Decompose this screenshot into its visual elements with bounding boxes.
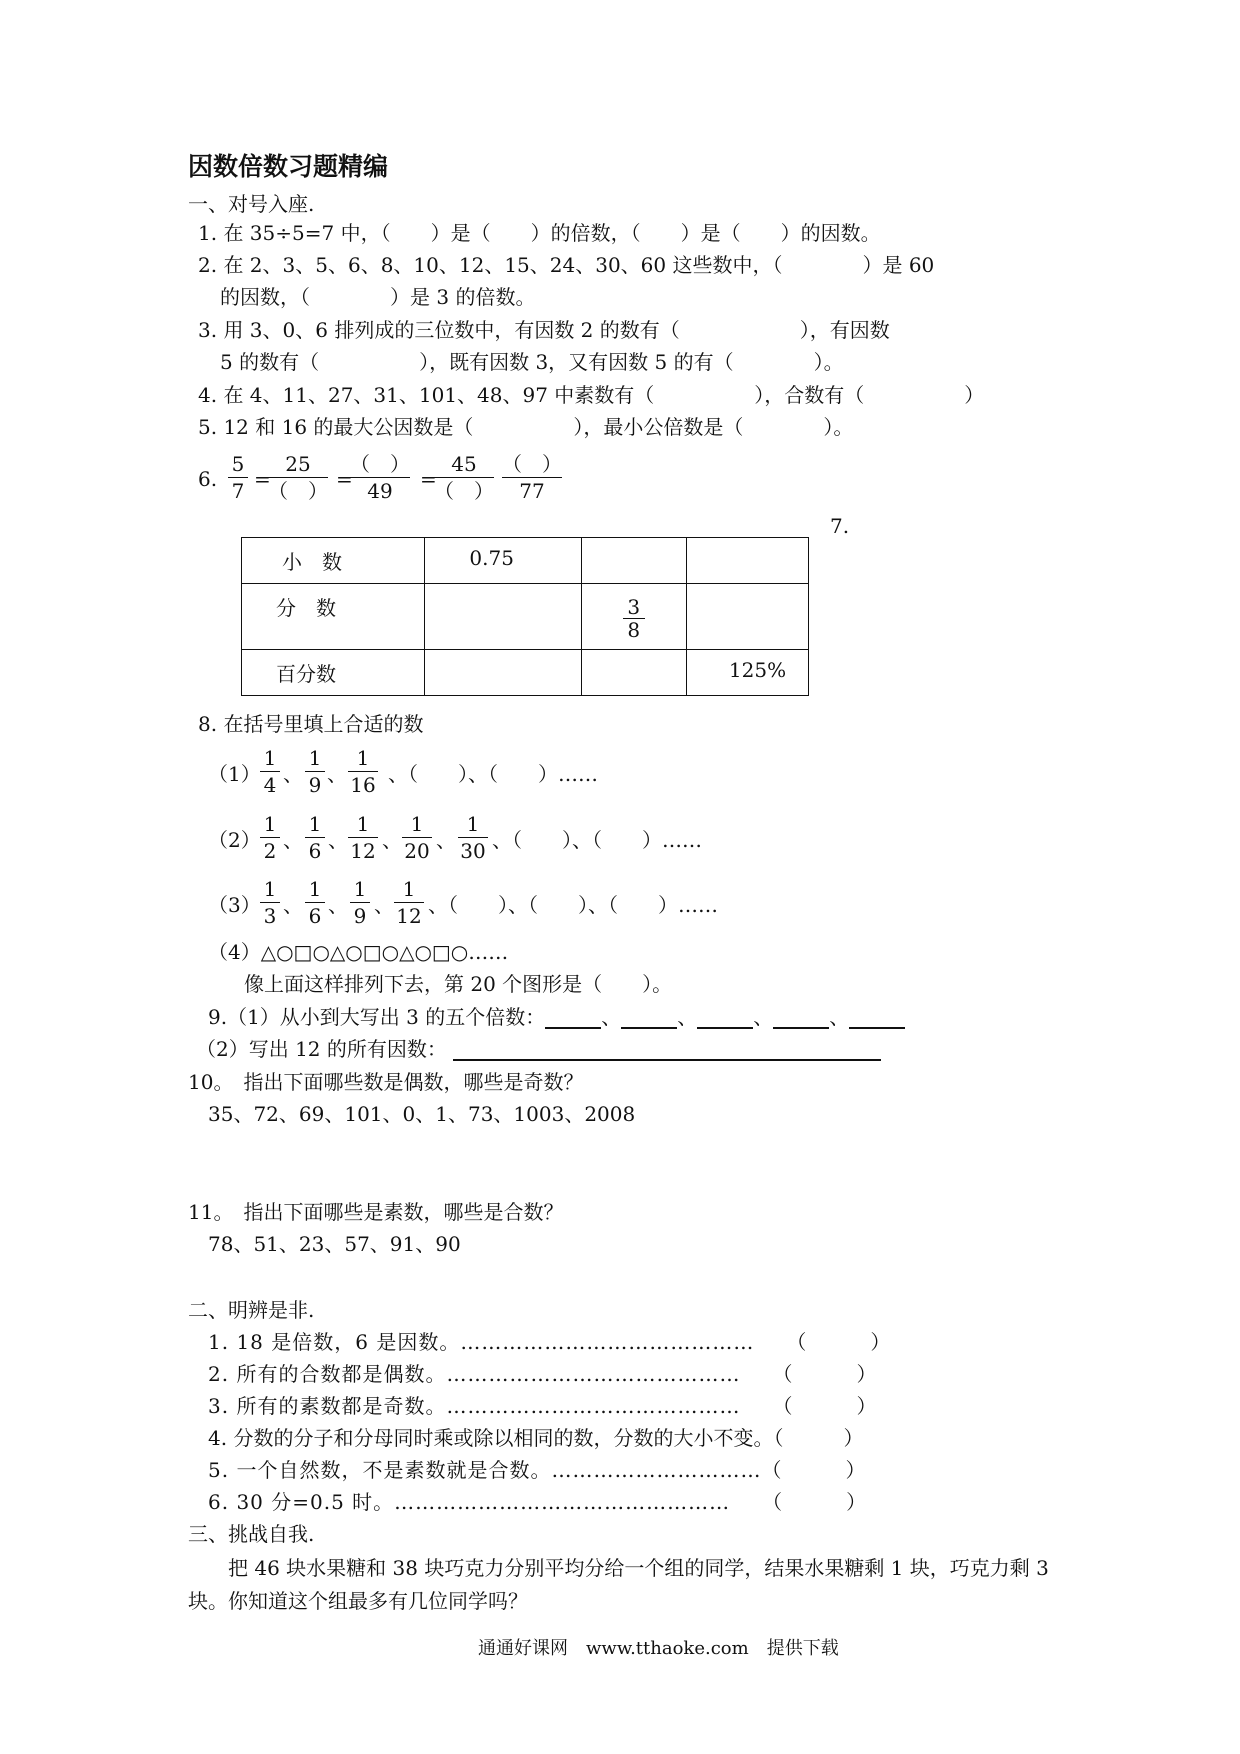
q8-1-tail: 、（ ）、（ ）…… [388,762,598,786]
section-1-heading: 一、对号入座. [188,192,315,216]
question-2-line-2: 的因数，（ ）是 3 的倍数。 [220,285,536,309]
q8-3-fraction: 1 3 [260,877,280,928]
cell-decimal-1: 0.75 [425,538,581,584]
page-title: 因数倍数习题精编 [188,152,389,181]
q6-equals-3: = [420,467,437,491]
question-10: 10。 指出下面哪些数是偶数，哪些是奇数？ [188,1070,584,1094]
conversion-table [241,537,809,696]
separator: 、 [374,893,394,917]
separator: 、 [283,893,303,917]
row-header-percent: 百分数 [242,650,425,696]
row-header-decimal: 小 数 [242,538,425,584]
q8-part-2-label: （2） [208,828,261,852]
separator: 、 [283,828,303,852]
table-row [242,650,809,696]
question-11-numbers: 78、51、23、57、91、90 [208,1232,461,1256]
true-false-6: 6. 30 分=0.5 时。………………………………………… （ ） [208,1490,868,1514]
q8-3-tail: 、（ ）、（ ）、（ ）…… [428,893,718,917]
q6-fraction-4: 45 （ ） [434,452,494,503]
answer-line[interactable] [453,1037,881,1061]
separator: 、 [327,762,347,786]
question-3-line-2: 5 的数有（ ），既有因数 3，又有因数 5 的有（ ）。 [220,350,844,374]
q6-fraction-2: 25 （ ） [268,452,328,503]
question-8-title: 8. 在括号里填上合适的数 [198,712,424,736]
question-9-part-2: （2）写出 12 的所有因数： [196,1037,881,1061]
question-5: 5. 12 和 16 的最大公因数是（ ），最小公倍数是（ ）。 [198,415,854,439]
answer-blank[interactable] [545,1005,601,1029]
separator: 、 [436,828,456,852]
cell-percent-3: 125% [686,650,808,696]
q8-2-fraction: 1 30 [458,812,488,863]
q8-1-fraction: 1 16 [348,746,378,797]
true-false-2: 2. 所有的合数都是偶数。…………………………………… （ ） [208,1362,878,1386]
answer-blank[interactable] [621,1005,677,1029]
q8-part-4-question: 像上面这样排列下去，第 20 个图形是（ ）。 [244,972,673,996]
q6-equals-2: = [336,467,353,491]
true-false-4: 4. 分数的分子和分母同时乘或除以相同的数，分数的大小不变。（ ） [208,1426,864,1450]
footer-credit: 通通好课网 www.tthaoke.com 提供下载 [478,1638,839,1659]
cell-fraction-2 [581,584,686,650]
challenge-text-line-1: 把 46 块水果糖和 38 块巧克力分别平均分给一个组的同学，结果水果糖剩 1 块，巧克力剩 3 [228,1556,1049,1580]
q8-2-fraction: 1 12 [348,812,378,863]
separator: 、 [328,893,348,917]
question-3-line-1: 3. 用 3、0、6 排列成的三位数中，有因数 2 的数有（ ），有因数 [198,318,890,342]
answer-blank[interactable] [697,1005,753,1029]
cell-percent-2 [581,650,686,696]
question-4: 4. 在 4、11、27、31、101、48、97 中素数有（ ），合数有（ ） [198,383,985,407]
q8-2-fraction: 1 20 [402,812,432,863]
q8-3-fraction: 1 6 [305,877,325,928]
challenge-text-line-2: 块。你知道这个组最多有几位同学吗？ [188,1589,528,1613]
q8-part-4-sequence: （4）△○□○△○□○△○□○…… [208,940,509,964]
cell-decimal-2 [581,538,686,584]
separator: 、 [283,762,303,786]
question-10-numbers: 35、72、69、101、0、1、73、1003、2008 [208,1102,636,1126]
question-1: 1. 在 35÷5=7 中，（ ）是（ ）的倍数，（ ）是（ ）的因数。 [198,221,881,245]
q8-3-fraction: 1 12 [394,877,424,928]
question-9-part-1: 9.（1）从小到大写出 3 的五个倍数： 、 、 、 、 [208,1005,905,1029]
q8-2-tail: 、（ ）、（ ）…… [492,828,702,852]
question-6-label: 6. [198,467,218,491]
q8-2-fraction: 1 2 [260,812,280,863]
cell-percent-1 [425,650,581,696]
q6-fraction-3: （ ） 49 [350,452,410,503]
q6-fraction-1: 5 7 [228,452,248,503]
row-header-fraction: 分 数 [242,584,425,650]
q8-3-fraction: 1 9 [350,877,370,928]
q8-1-fraction: 1 4 [260,746,280,797]
separator: 、 [328,828,348,852]
true-false-3: 3. 所有的素数都是奇数。…………………………………… （ ） [208,1394,878,1418]
question-11: 11。 指出下面哪些是素数，哪些是合数？ [188,1200,564,1224]
cell-fraction-3 [686,584,808,650]
q8-part-3-label: （3） [208,893,261,917]
answer-blank[interactable] [849,1005,905,1029]
true-false-1: 1. 18 是倍数，6 是因数。…………………………………… （ ） [208,1330,892,1354]
section-2-heading: 二、明辨是非. [188,1298,315,1322]
question-7-label: 7. [830,514,850,538]
cell-decimal-3 [686,538,808,584]
table-row [242,584,809,650]
q6-fraction-5: （ ） 77 [502,452,562,503]
cell-fraction-1 [425,584,581,650]
q6-equals-1: = [254,467,271,491]
section-3-heading: 三、挑战自我. [188,1522,315,1546]
separator: 、 [382,828,402,852]
q8-part-1-label: （1） [208,762,261,786]
answer-blank[interactable] [773,1005,829,1029]
table-row [242,538,809,584]
fraction-three-eighths: $\frac{3}{8}$ [623,596,645,641]
q8-1-fraction: 1 9 [305,746,325,797]
question-2-line-1: 2. 在 2、3、5、6、8、10、12、15、24、30、60 这些数中，（ ）是 60 [198,253,935,277]
true-false-5: 5. 一个自然数，不是素数就是合数。…………………………（ ） [208,1458,867,1482]
q8-2-fraction: 1 6 [305,812,325,863]
